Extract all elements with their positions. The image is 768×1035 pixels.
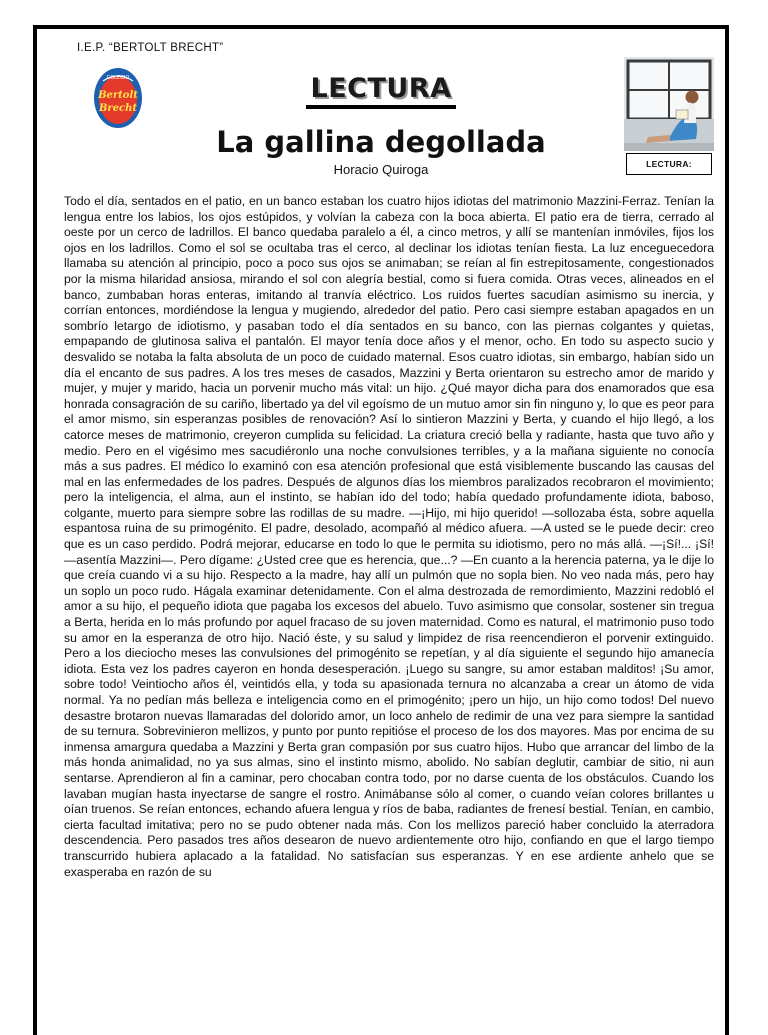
title-underline bbox=[306, 105, 456, 109]
document-frame bbox=[33, 25, 729, 1035]
page-title: LECTURA bbox=[310, 73, 452, 104]
story-author: Horacio Quiroga bbox=[333, 162, 429, 177]
heading bbox=[37, 73, 725, 109]
image-label: LECTURA: bbox=[626, 153, 712, 175]
reading-woman-icon bbox=[624, 57, 714, 151]
crest-text-1: Bertolt bbox=[98, 90, 138, 101]
crest-text-2: Brecht bbox=[98, 103, 138, 114]
story-title: La gallina degollada bbox=[216, 125, 546, 159]
story-body: Todo el día, sentados en el patio, en un banco estaban los cuatro hijos idiotas del matrimonio Mazzini-Ferraz. Tenían la lengua entre los labios, los ojos estúpidos, y volvían la cabeza con la boca abierta. El patio era de tierra, cerrado al oeste por un cerco de ladrillos. El banco quedaba paralelo a él, a cinco metros, y allí se mantenían inmóviles, fijos los ojos en los ladrillos. Como el sol se ocultaba tras el cerco, al declinar los idiotas tenían fiesta. La luz enceguecedora llamaba su atención al principio, poco a poco sus ojos se animaban; se reían al fin estrepitosamente, congestionados por la misma hilaridad ansiosa, mirando el sol con alegría bestial, como si fuera comida. Otras veces, alineados en el banco, zumbaban horas enteras, imitando al tranvía eléctrico. Los ruidos fuertes sacudían asimismo su inercia, y corrían entonces, mordiéndose la lengua y mugiendo, alrededor del patio. Pero casi siempre estaban apagados en un sombrío letargo de idiotismo, y pasaban todo el día sentados en su banco, con las piernas colgantes y quietas, empapando de glutinosa saliva el pantalón. El mayor tenía doce años y el menor, ocho. En todo su aspecto sucio y desvalido se notaba la falta absoluta de un poco de cuidado maternal. Esos cuatro idiotas, sin embargo, habían sido un día el encanto de sus padres. A los tres meses de casados, Mazzini y Berta orientaron su estrecho amor de marido y mujer, y mujer y marido, hacia un porvenir mucho más vital: un hijo. ¿Qué mayor dicha para dos enamorados que esa honrada consagración de su cariño, libertado ya del vil egoísmo de un mutuo amor sin fin ninguno y, lo que es peor para el amor mismo, sin esperanzas posibles de renovación? Así lo sintieron Mazzini y Berta, y cuando el hijo llegó, a los catorce meses de matrimonio, creyeron cumplida su felicidad. La criatura creció bella y radiante, hasta que tuvo año y medio. Pero en el vigésimo mes sacudiéronlo una noche convulsiones terribles, y a la mañana siguiente no conocía más a sus padres. El médico lo examinó con esa atención profesional que está visiblemente buscando las causas del mal en las enfermedades de los padres. Después de algunos días los miembros paralizados recobraron el movimiento; pero la inteligencia, el alma, aun el instinto, se habían ido del todo; había quedado profundamente idiota, baboso, colgante, muerto para siempre sobre las rodillas de su madre. —¡Hijo, mi hijo querido! —sollozaba ésta, sobre aquella espantosa ruina de su primogénito. El padre, desolado, acompañó al médico afuera. —A usted se le puede decir: creo que es un caso perdido. Podrá mejorar, educarse en todo lo que le permita su idiotismo, pero no más allá. —¡Sí!... ¡Sí! —asentía Mazzini—. Pero dígame: ¿Usted cree que es herencia, que...? —En cuanto a la herencia paterna, ya le dije lo que creía cuando vi a su hijo. Respecto a la madre, hay allí un pulmón que no sopla bien. No veo nada más, pero hay un soplo un poco rudo. Hágala examinar detenidamente. Con el alma destrozada de remordimiento, Mazzini redobló el amor a su hijo, el pequeño idiota que pagaba los excesos del abuelo. Tuvo asimismo que consolar, sostener sin tregua a Berta, herida en lo más profundo por aquel fracaso de su joven maternidad. Como es natural, el matrimonio puso todo su amor en la esperanza de otro hijo. Nació éste, y su salud y limpidez de risa reencendieron el porvenir extinguido. Pero a los dieciocho meses las convulsiones del primogénito se repetían, y al día siguiente el segundo hijo amanecía idiota. Esta vez los padres cayeron en honda desesperación. ¡Luego su sangre, su amor estaban malditos! ¡Su amor, sobre todo! Veintiocho años él, veintidós ella, y toda su apasionada ternura no alcanzaba a crear un átomo de vida normal. Ya no pedían más belleza e inteligencia como en el primogénito; ¡pero un hijo, un hijo como todos! Del nuevo desastre brotaron nuevas llamaradas del dolorido amor, un loco anhelo de redimir de una vez para siempre la santidad de su ternura. Sobrevinieron mellizos, y punto por punto repitióse el proceso de los dos mayores. Mas por encima de su inmensa amargura quedaba a Mazzini y Berta gran compasión por sus cuatro hijos. Hubo que arrancar del limbo de la más honda animalidad, no ya sus almas, sino el instinto mismo, abolido. No sabían deglutir, cambiar de sitio, ni aun sentarse. Aprendieron al fin a caminar, pero chocaban contra todo, por no darse cuenta de los obstáculos. Cuando los lavaban mugían hasta inyectarse de sangre el rostro. Animábanse sólo al comer, o cuando veían colores brillantes u oían truenos. Se reían entonces, echando afuera lengua y ríos de baba, radiantes de frenesí bestial. Tenían, en cambio, cierta facultad imitativa; pero no se pudo obtener nada más. Con los mellizos pareció haber concluido la aterradora descendencia. Pero pasados tres años desearon de nuevo ardientemente otro hijo, confiando en que el largo tiempo transcurrido hubiera aplacado a la fatalidad. No satisfacían sus esperanzas. Y en ese ardiente anhelo que se exasperaba en razón de su bbox=[64, 194, 714, 879]
school-name: I.E.P. “BERTOLT BRECHT” bbox=[77, 42, 224, 54]
crest-top-text: COLEGIO bbox=[106, 75, 130, 81]
